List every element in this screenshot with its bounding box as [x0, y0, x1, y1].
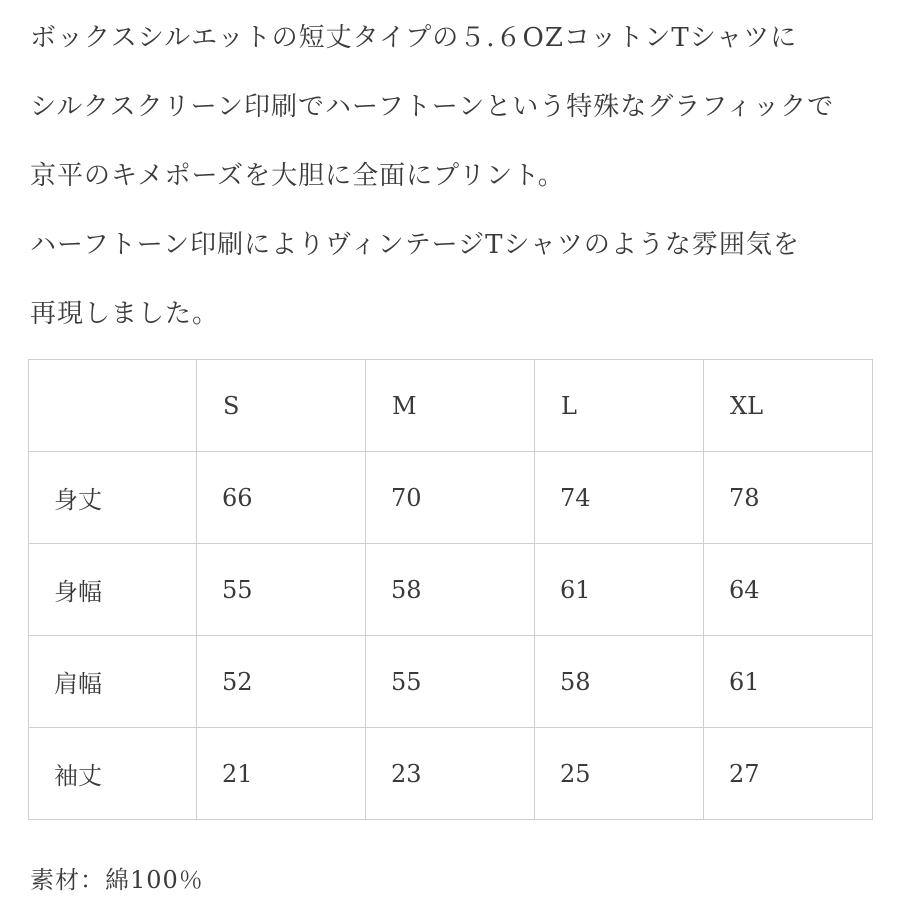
- description-line: ボックスシルエットの短丈タイプの５.６OZコットンTシャツに: [30, 23, 798, 53]
- table-cell: 66: [197, 452, 366, 544]
- measurement-label-body-width: 身幅: [29, 544, 197, 636]
- table-cell: 55: [366, 636, 535, 728]
- table-cell: 58: [535, 636, 704, 728]
- table-row: [29, 544, 873, 636]
- table-cell: 64: [704, 544, 873, 636]
- size-header-s: S: [197, 360, 366, 452]
- table-cell: 74: [535, 452, 704, 544]
- table-cell: 27: [704, 728, 873, 820]
- measurement-label-sleeve-length: 袖丈: [29, 728, 197, 820]
- description-line: 京平のキメポーズを大胆に全面にプリント。: [30, 161, 565, 191]
- table-cell: 78: [704, 452, 873, 544]
- corner-cell: [29, 360, 197, 452]
- description-line: 再現しました。: [30, 299, 220, 329]
- table-cell: 55: [197, 544, 366, 636]
- measurement-label-body-length: 身丈: [29, 452, 197, 544]
- product-description: [30, 14, 880, 359]
- material-note: 素材：綿100％: [30, 866, 204, 894]
- description-line: シルクスクリーン印刷でハーフトーンという特殊なグラフィックで: [30, 92, 835, 122]
- size-header-l: L: [535, 360, 704, 452]
- table-cell: 70: [366, 452, 535, 544]
- size-header-m: M: [366, 360, 535, 452]
- table-row: [29, 636, 873, 728]
- table-cell: 21: [197, 728, 366, 820]
- table-row: [29, 728, 873, 820]
- table-cell: 58: [366, 544, 535, 636]
- table-cell: 23: [366, 728, 535, 820]
- table-cell: 25: [535, 728, 704, 820]
- table-row: [29, 452, 873, 544]
- description-line: ハーフトーン印刷によりヴィンテージTシャツのような雰囲気を: [30, 230, 800, 260]
- measurement-label-shoulder-width: 肩幅: [29, 636, 197, 728]
- table-cell: 61: [704, 636, 873, 728]
- size-header-xl: XL: [704, 360, 873, 452]
- table-cell: 52: [197, 636, 366, 728]
- size-chart-table: [28, 359, 873, 820]
- table-cell: 61: [535, 544, 704, 636]
- size-header-row: [29, 360, 873, 452]
